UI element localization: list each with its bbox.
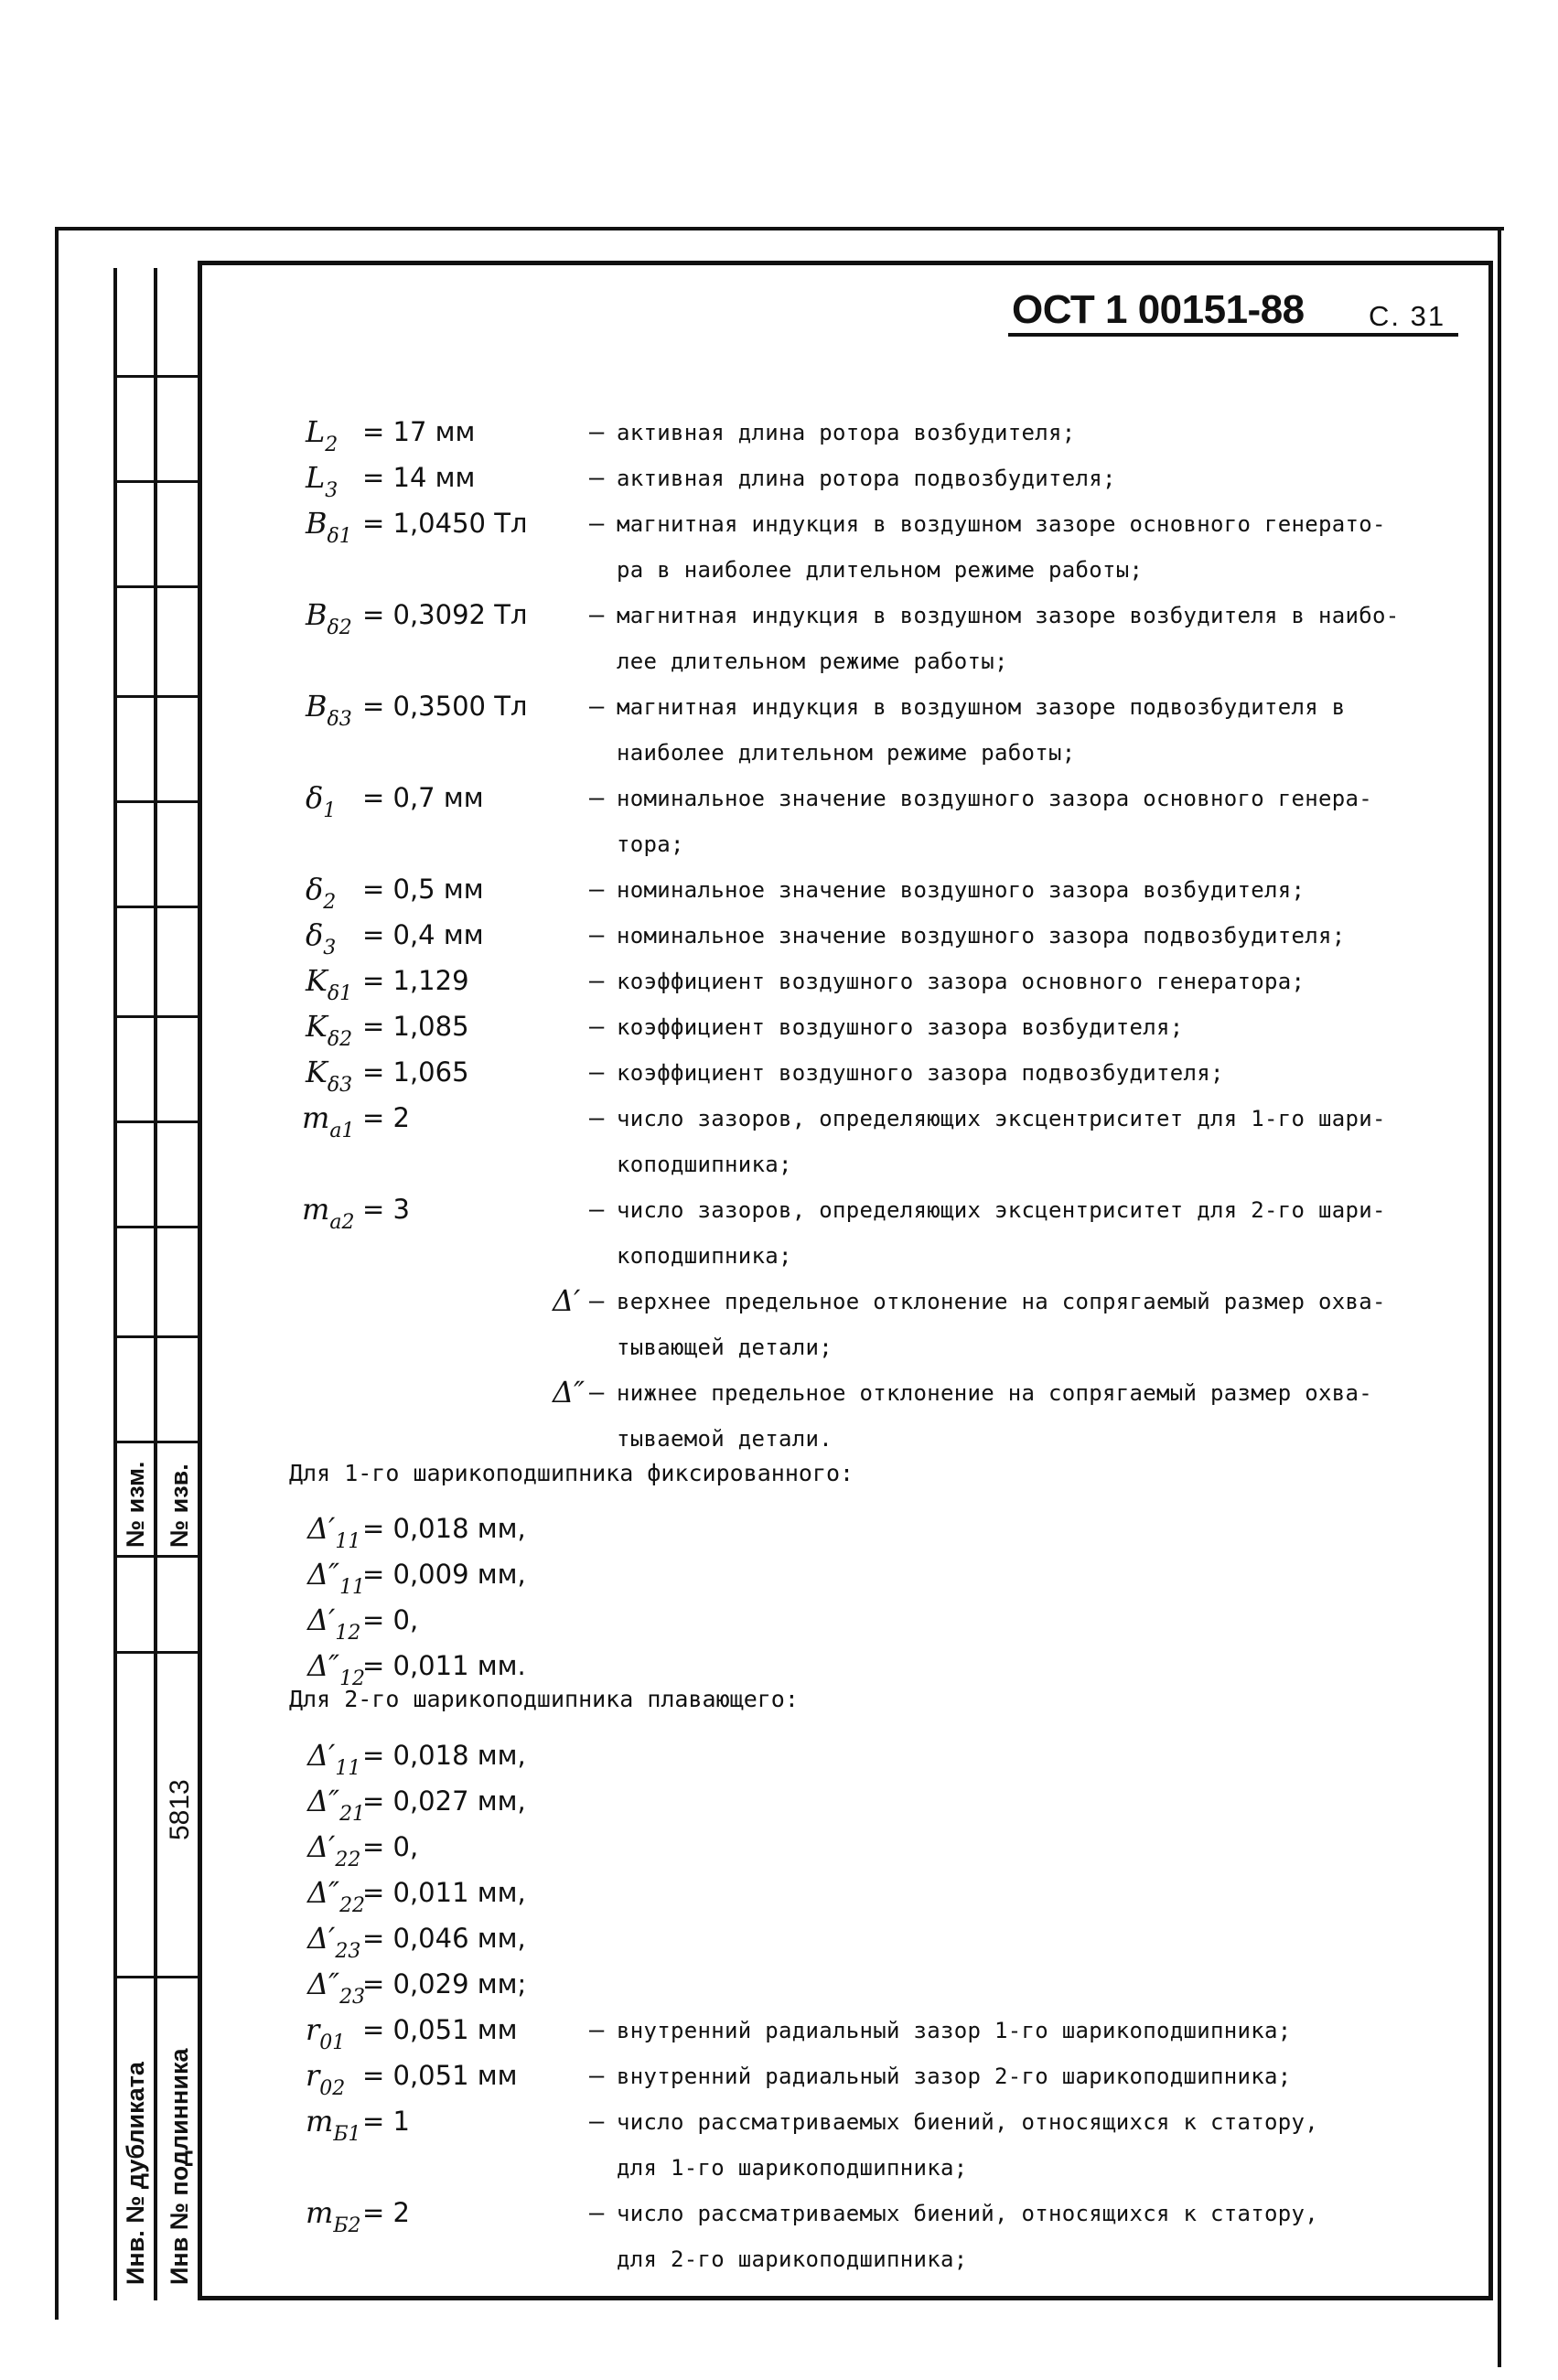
description-line: число рассматриваемых биений, относящихся к статору, — [617, 2109, 1318, 2135]
stamp-divider — [113, 800, 201, 803]
symbol: $\delta_3$ — [306, 917, 337, 960]
header-underline — [1008, 333, 1458, 337]
symbol: $\Delta''_{21}$ — [307, 1784, 366, 1826]
stamp-number: 5813 — [165, 1779, 195, 1840]
value: = 2 — [362, 1102, 410, 1133]
description-line: коподшипника; — [617, 1152, 792, 1177]
description-line: число рассматриваемых биений, относящихся к статору, — [617, 2201, 1318, 2226]
value: = 1,085 — [362, 1011, 469, 1042]
description-line: магнитная индукция в воздушном зазоре подвозбудителя в — [617, 694, 1346, 720]
symbol: $\Delta'_{11}$ — [307, 1738, 361, 1780]
value: = 3 — [362, 1194, 410, 1225]
stamp-divider — [113, 1120, 201, 1123]
symbol: $\Delta''_{12}$ — [307, 1648, 366, 1690]
value: = 2 — [362, 2197, 410, 2228]
symbol: $\Delta'_{12}$ — [307, 1603, 361, 1645]
description-line: для 1-го шарикоподшипника; — [617, 2155, 968, 2181]
description-line: для 2-го шарикоподшипника; — [617, 2246, 968, 2272]
description-line: активная длина ротора подвозбудителя; — [617, 466, 1116, 491]
description-line: число зазоров, определяющих эксцентриситет для 1-го шари- — [617, 1106, 1386, 1131]
description-line: нижнее предельное отклонение на сопрягаемый размер охва- — [617, 1380, 1372, 1406]
description-line: верхнее предельное отклонение на сопрягаемый размер охва- — [617, 1289, 1386, 1314]
value: = 0, — [362, 1831, 419, 1862]
description-line: тывающей детали; — [617, 1335, 833, 1360]
stamp-divider — [113, 585, 201, 588]
symbol: $K_{\delta 2}$ — [306, 1009, 353, 1051]
dash: – — [589, 921, 605, 949]
description-line: коэффициент воздушного зазора возбудителя; — [617, 1014, 1184, 1040]
description-line: внутренний радиальный зазор 2-го шарикоподшипника; — [617, 2064, 1292, 2089]
symbol: $\delta_1$ — [306, 780, 337, 822]
bearing1-title: Для 1-го шарикоподшипника фиксированного: — [289, 1460, 854, 1486]
description-line: лее длительном режиме работы; — [617, 649, 1008, 674]
symbol: $m_{a1}$ — [302, 1100, 355, 1142]
dash: – — [589, 2107, 605, 2136]
dash: – — [589, 692, 605, 721]
description-line: внутренний радиальный зазор 1-го шарикоподшипника; — [617, 2018, 1292, 2043]
dash: – — [589, 1058, 605, 1087]
description-line: активная длина ротора возбудителя; — [617, 420, 1076, 445]
symbol: $K_{\delta 3}$ — [306, 1055, 353, 1097]
page-number: С. 31 — [1369, 300, 1446, 332]
symbol: Δ′ — [553, 1283, 581, 1318]
dash: – — [589, 967, 605, 995]
dash: – — [589, 1104, 605, 1132]
description-line: номинальное значение воздушного зазора подвозбудителя; — [617, 923, 1346, 949]
symbol: $B_{\delta 2}$ — [306, 597, 352, 639]
description-line: коэффициент воздушного зазора подвозбудителя; — [617, 1060, 1224, 1086]
value: = 1,065 — [362, 1056, 469, 1088]
stamp-izv: № изв. — [166, 1463, 193, 1548]
stamp-inv-dublikata: Инв. № дубликата — [122, 2062, 149, 2285]
stamp-divider — [113, 1335, 201, 1338]
stamp-izm: № изм. — [122, 1461, 149, 1548]
value: = 0,046 мм, — [362, 1923, 526, 1954]
stamp-divider — [113, 375, 201, 378]
description-line: коэффициент воздушного зазора основного генератора; — [617, 969, 1305, 994]
value: = 0, — [362, 1604, 419, 1635]
stamp-divider — [113, 1226, 201, 1228]
dash: – — [589, 2016, 605, 2044]
stamp-divider — [113, 1555, 201, 1558]
dash: – — [589, 2199, 605, 2227]
stamp-divider — [113, 1651, 201, 1654]
value: = 17 мм — [362, 416, 476, 447]
symbol: $r_{02}$ — [306, 2058, 346, 2100]
symbol: $\Delta'_{22}$ — [307, 1829, 361, 1871]
dash: – — [589, 1287, 605, 1315]
symbol: $r_{01}$ — [306, 2012, 346, 2054]
stamp-divider — [113, 1441, 201, 1443]
description-line: ра в наиболее длительном режиме работы; — [617, 557, 1144, 583]
dash: – — [589, 2062, 605, 2090]
value: = 0,009 мм, — [362, 1559, 526, 1590]
value: = 0,018 мм, — [362, 1513, 526, 1544]
value: = 0,029 мм; — [362, 1968, 527, 1999]
stamp-divider — [113, 1976, 201, 1978]
symbol: $m_{Б1}$ — [306, 2104, 361, 2146]
document-title: ОСТ 1 00151-88 — [1012, 287, 1305, 332]
symbol: $K_{\delta 1}$ — [306, 963, 353, 1005]
stamp-divider — [113, 695, 201, 698]
stamp-column-2 — [157, 268, 201, 2300]
value: = 1,129 — [362, 965, 469, 996]
dash: – — [589, 601, 605, 629]
value: = 0,051 мм — [362, 2060, 518, 2091]
description-line: номинальное значение воздушного зазора возбудителя; — [617, 877, 1305, 903]
symbol: $\Delta'_{11}$ — [307, 1511, 361, 1553]
description-line: число зазоров, определяющих эксцентриситет для 2-го шари- — [617, 1197, 1386, 1223]
symbol: $\delta_2$ — [306, 872, 337, 914]
description-line: тора; — [617, 831, 684, 857]
stamp-divider — [113, 1015, 201, 1018]
dash: – — [589, 1195, 605, 1224]
value: = 0,4 мм — [362, 919, 484, 950]
value: = 0,3500 Тл — [362, 691, 528, 722]
value: = 1,0450 Тл — [362, 508, 528, 539]
symbol: $\Delta''_{11}$ — [307, 1557, 366, 1599]
value: = 1 — [362, 2106, 410, 2137]
symbol: $B_{\delta 3}$ — [306, 689, 352, 731]
bearing2-title: Для 2-го шарикоподшипника плавающего: — [289, 1686, 799, 1712]
stamp-divider — [113, 480, 201, 483]
value: = 0,027 мм, — [362, 1785, 526, 1817]
value: = 0,7 мм — [362, 782, 484, 813]
value: = 0,011 мм. — [362, 1650, 526, 1681]
dash: – — [589, 875, 605, 904]
symbol: $\Delta'_{23}$ — [307, 1921, 361, 1963]
symbol: $B_{\delta 1}$ — [306, 506, 352, 548]
description-line: номинальное значение воздушного зазора основного генера- — [617, 786, 1372, 811]
symbol: $L_3$ — [306, 460, 338, 502]
value: = 0,5 мм — [362, 874, 484, 905]
symbol: $m_{a2}$ — [302, 1192, 355, 1234]
description-line: магнитная индукция в воздушном зазоре основного генерато- — [617, 511, 1386, 537]
stamp-inv-podlinnika: Инв № подлинника — [166, 2048, 193, 2285]
symbol: $\Delta''_{22}$ — [307, 1875, 366, 1917]
dash: – — [589, 1378, 605, 1407]
value: = 0,018 мм, — [362, 1740, 526, 1771]
symbol: $\Delta''_{23}$ — [307, 1967, 366, 2009]
dash: – — [589, 464, 605, 492]
value: = 14 мм — [362, 462, 476, 493]
symbol: $L_2$ — [306, 414, 338, 456]
description-line: наиболее длительном режиме работы; — [617, 740, 1076, 766]
description-line: магнитная индукция в воздушном зазоре возбудителя в наибо- — [617, 603, 1400, 628]
stamp-divider — [113, 906, 201, 908]
dash: – — [589, 418, 605, 446]
stamp-column-1 — [113, 268, 157, 2300]
symbol: $m_{Б2}$ — [306, 2195, 361, 2237]
dash: – — [589, 509, 605, 538]
value: = 0,011 мм, — [362, 1877, 526, 1908]
dash: – — [589, 784, 605, 812]
description-line: коподшипника; — [617, 1243, 792, 1269]
description-line: тываемой детали. — [617, 1426, 833, 1452]
value: = 0,051 мм — [362, 2014, 518, 2045]
outer-frame-right — [1498, 227, 1501, 2367]
dash: – — [589, 1013, 605, 1041]
value: = 0,3092 Тл — [362, 599, 528, 630]
symbol: Δ″ — [553, 1375, 586, 1410]
